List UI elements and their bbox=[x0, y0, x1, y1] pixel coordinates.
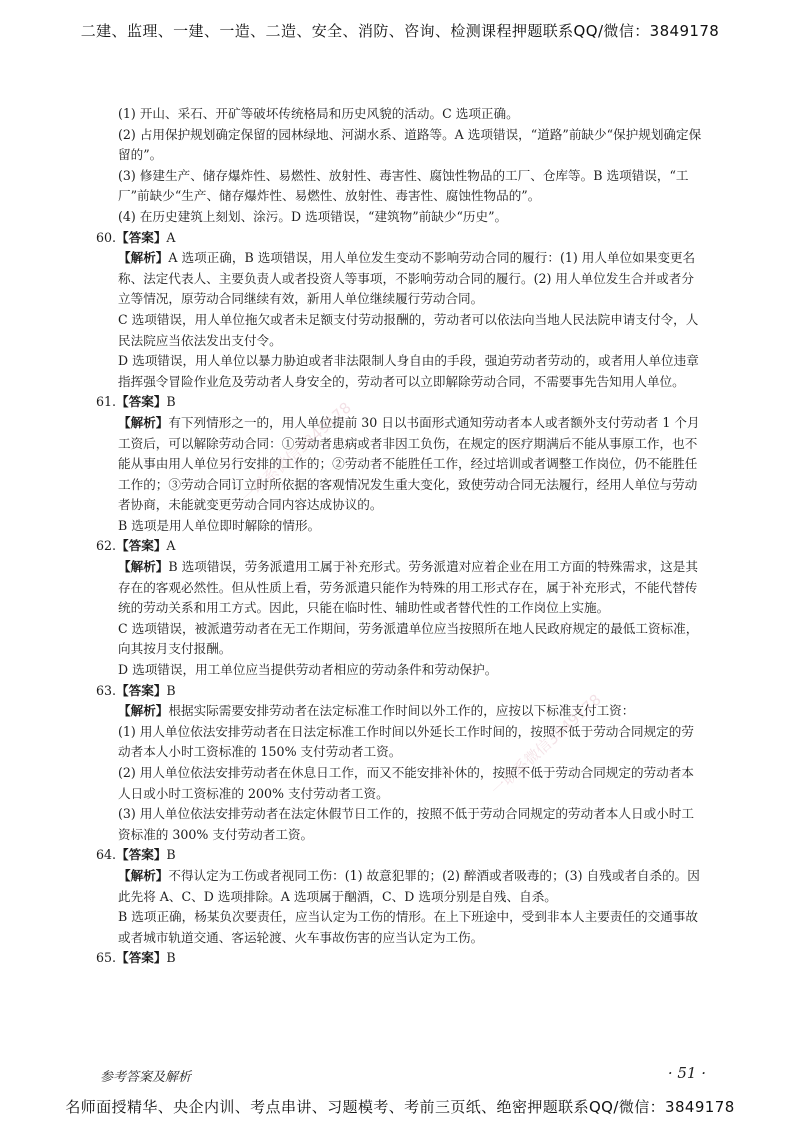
question-number: 65. bbox=[96, 950, 117, 966]
answer-line bbox=[96, 228, 704, 249]
explanation-paragraph bbox=[96, 413, 704, 516]
explanation-paragraph: B 选项正确，杨某负次要责任，应当认定为工伤的情形。在上下班途中，受到非本人主要责任的交通事故或者城市轨道交通、客运轮渡、火车事故伤害的应当认定为工伤。 bbox=[118, 909, 698, 945]
explanation-paragraph: C 选项错误，用人单位拖欠或者未足额支付劳动报酬的，劳动者可以依法向当地人民法院申请支付令，人民法院应当依法发出支付令。 bbox=[118, 311, 699, 348]
answer-line bbox=[96, 845, 704, 866]
explanation-paragraph bbox=[96, 701, 704, 722]
explanation-paragraph bbox=[96, 866, 704, 907]
explanation-tag: 【解析】 bbox=[118, 559, 169, 575]
explanation-text: 根据实际需要安排劳动者在法定标准工作时间以外工作的，应按以下标准支付工资： bbox=[168, 703, 635, 719]
watermark: 一联系微信3849178 bbox=[237, 398, 355, 507]
explanation-paragraph: C 选项错误，被派遣劳动者在无工作期间，劳务派遣单位应当按照所在地人民政府规定的最低工资标准，向其按月支付报酬。 bbox=[118, 620, 699, 657]
answer-tag: 【答案】 bbox=[116, 538, 167, 554]
question-number: 62. bbox=[96, 538, 117, 554]
explanation-paragraph: (4) 在历史建筑上刻划、涂污。D 选项错误，“建筑物”前缺少“历史”。 bbox=[118, 208, 508, 224]
answer-explanations bbox=[96, 104, 704, 969]
explanation-paragraph bbox=[96, 557, 704, 619]
explanation-paragraph: (3) 修建生产、储存爆炸性、易燃性、放射性、毒害性、腐蚀性物品的工厂、仓库等。B 选项错误，“工厂”前缺少“生产、储存爆炸性、易燃性、放射性、毒害性、腐蚀性物品的”。 bbox=[118, 167, 689, 204]
watermark: 一联系微信3849178 bbox=[487, 690, 605, 799]
answer-value: B bbox=[166, 394, 176, 410]
explanation-text: 不得认定为工伤或者视同工伤：(1) 故意犯罪的；(2) 醉酒或者吸毒的；(3) 自残或者自杀的。因此先将 A、C、D 选项排除。A 选项属于酗酒，C、D 选项分别是自残、自杀。 bbox=[118, 867, 700, 904]
answer-line bbox=[96, 536, 704, 557]
explanation-paragraph: (2) 用人单位依法安排劳动者在休息日工作，而又不能安排补休的，按照不低于劳动合同规定的劳动者本人日或小时工资标准的 200% 支付劳动者工资。 bbox=[118, 765, 694, 801]
question-number: 60. bbox=[96, 229, 117, 245]
explanation-text: 有下列情形之一的，用人单位提前 30 日以书面形式通知劳动者本人或者额外支付劳动者 1 个月工资后，可以解除劳动合同：①劳动者患病或者非因工负伤，在规定的医疗期满后不能从事原工作，也不能从事由用人单位另行安排的工作的；②劳动者不能胜任工作，经过培训或者调整工作岗位，仍不能胜任工作的；③劳动合同订立时所依据的客观情况发生重大变化，致使劳动合同无法履行，经用人单位与劳动者协商，未能就变更劳动合同内容达成协议的。 bbox=[118, 414, 700, 513]
explanation-paragraph: D 选项错误，用工单位应当提供劳动者相应的劳动条件和劳动保护。 bbox=[118, 662, 498, 678]
answer-tag: 【答案】 bbox=[116, 950, 167, 966]
bottom-banner: 名师面授精华、央企内训、考点串讲、习题模考、考前三页纸、绝密押题联系QQ/微信：3849178 bbox=[65, 1098, 735, 1116]
question-number: 63. bbox=[96, 682, 117, 698]
explanation-paragraph bbox=[96, 248, 704, 310]
answer-value: A bbox=[166, 229, 176, 245]
answer-value: B bbox=[166, 682, 176, 698]
answer-value: A bbox=[166, 538, 176, 554]
answer-tag: 【答案】 bbox=[116, 229, 167, 245]
explanation-tag: 【解析】 bbox=[118, 250, 169, 266]
answer-tag: 【答案】 bbox=[116, 847, 167, 863]
question-number: 61. bbox=[96, 394, 117, 410]
page-number: · 51 · bbox=[667, 1064, 706, 1082]
explanation-paragraph: B 选项是用人单位即时解除的情形。 bbox=[118, 517, 321, 533]
explanation-tag: 【解析】 bbox=[118, 867, 169, 883]
answer-line bbox=[96, 392, 704, 413]
answer-value: B bbox=[166, 847, 176, 863]
explanation-paragraph: (2) 占用保护规划确定保留的园林绿地、河湖水系、道路等。A 选项错误，“道路”前缺少“保护规划确定保留的”。 bbox=[118, 126, 702, 163]
explanation-tag: 【解析】 bbox=[118, 703, 169, 719]
footer-title: 参考答案及解析 bbox=[100, 1070, 192, 1085]
explanation-paragraph: (1) 用人单位依法安排劳动者在日法定标准工作时间以外延长工作时间的，按照不低于劳动合同规定的劳动者本人小时工资标准的 150% 支付劳动者工资。 bbox=[118, 723, 694, 760]
explanation-text: A 选项正确，B 选项错误，用人单位发生变动不影响劳动合同的履行：(1) 用人单位如果变更名称、法定代表人、主要负责人或者投资人等事项，不影响劳动合同的履行。(2) 用人单位发生合并或者分立等情况，原劳动合同继续有效，新用人单位继续履行劳动合同。 bbox=[118, 250, 696, 307]
explanation-paragraph: (3) 用人单位依法安排劳动者在法定休假节日工作的，按照不低于劳动合同规定的劳动者本人日或小时工资标准的 300% 支付劳动者工资。 bbox=[118, 806, 694, 842]
answer-line bbox=[96, 681, 704, 702]
answer-line bbox=[96, 948, 704, 969]
explanation-paragraph: D 选项错误，用人单位以暴力胁迫或者非法限制人身自由的手段，强迫劳动者劳动的，或者用人单位违章指挥强令冒险作业危及劳动者人身安全的，劳动者可以立即解除劳动合同，不需要事先告知用人单位。 bbox=[118, 353, 699, 389]
answer-tag: 【答案】 bbox=[116, 394, 167, 410]
answer-value: B bbox=[166, 950, 176, 966]
explanation-text: B 选项错误，劳务派遣用工属于补充形式。劳务派遣对应着企业在用工方面的特殊需求，这是其存在的客观必然性。但从性质上看，劳务派遣只能作为特殊的用工形式存在，属于补充形式，不能代替传统的劳动关系和用工方式。因此，只能在临时性、辅助性或者替代性的工作岗位上实施。 bbox=[118, 559, 698, 616]
explanation-tag: 【解析】 bbox=[118, 414, 169, 430]
top-banner: 二建、监理、一建、一造、二造、安全、消防、咨询、检测课程押题联系QQ/微信：3849178 bbox=[80, 22, 720, 40]
answer-tag: 【答案】 bbox=[116, 682, 167, 698]
question-number: 64. bbox=[96, 847, 117, 863]
explanation-paragraph: (1) 开山、采石、开矿等破坏传统格局和历史风貌的活动。C 选项正确。 bbox=[118, 106, 519, 121]
